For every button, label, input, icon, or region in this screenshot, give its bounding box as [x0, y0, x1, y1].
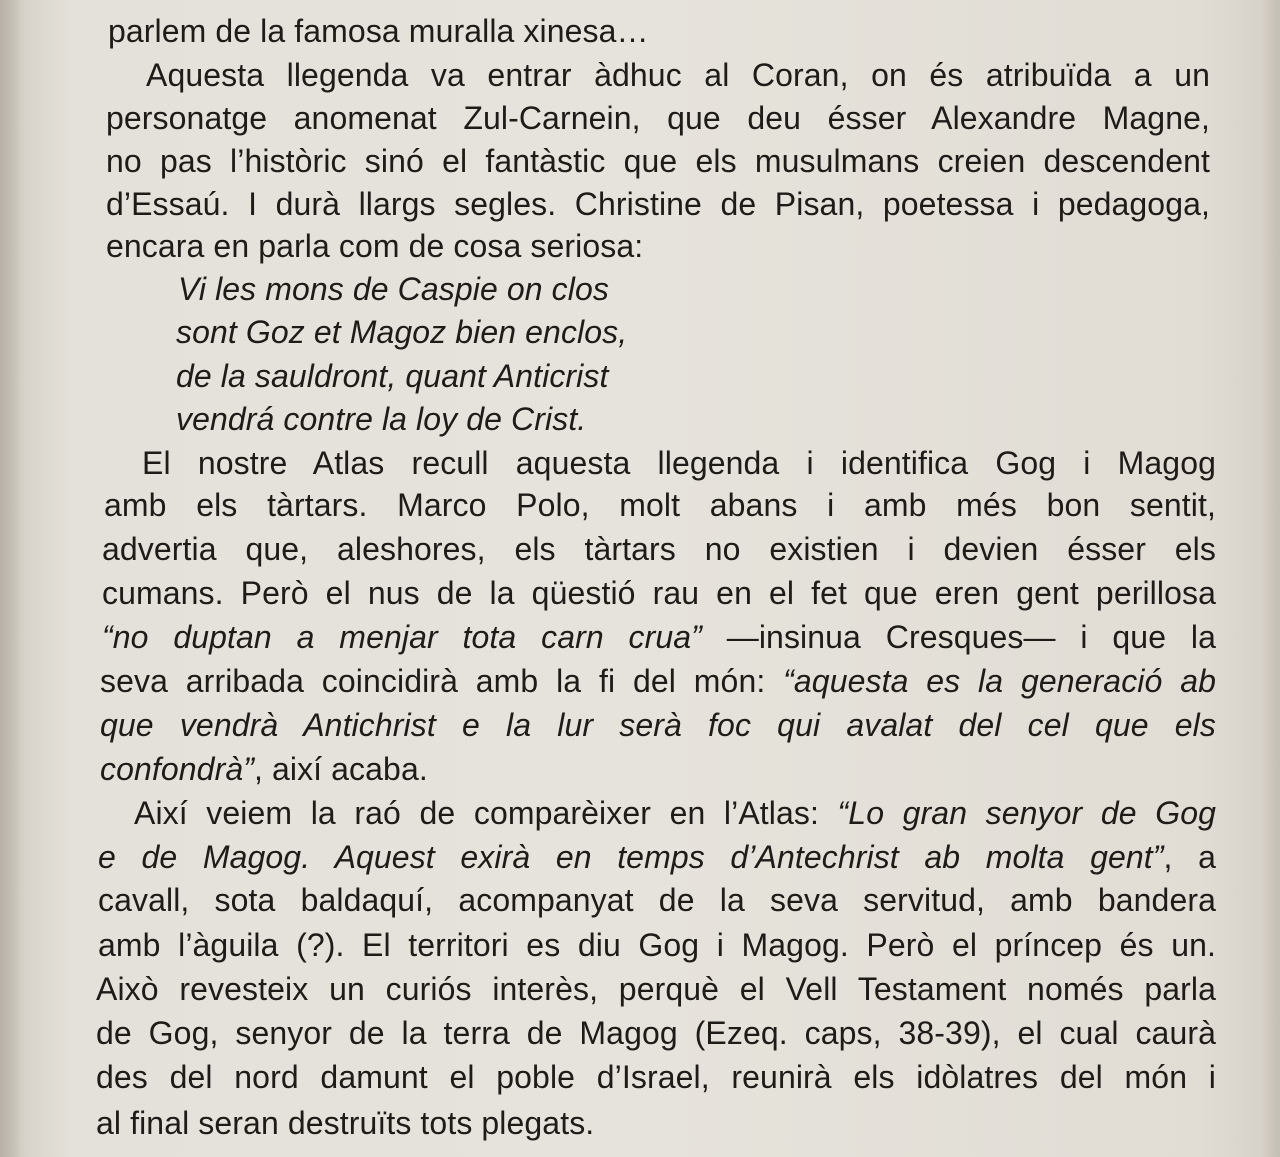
text-line-5: d’Essaú. I durà llargs segles. Christine de Pisan, poetessa i pedagoga, — [106, 186, 1210, 222]
text-line-8: amb els tàrtars. Marco Polo, molt abans i amb més bon sentit, — [104, 487, 1216, 523]
text-line-9: advertia que, aleshores, els tàrtars no existien i devien ésser els — [102, 531, 1216, 567]
text-line-6: encara en parla com de cosa seriosa: — [106, 228, 644, 264]
text-line-10: cumans. Però el nus de la qüestió rau en el fet que eren gent perillosa — [102, 575, 1216, 611]
text-line-12: seva arribada coincidirà amb la fi del món: “aquesta es la generació ab — [100, 663, 1216, 699]
text-line-1: parlem de la famosa muralla xinesa… — [108, 13, 649, 49]
text-line-22: al final seran destruïts tots plegats. — [96, 1105, 595, 1141]
text-line-15: Així veiem la raó de comparèixer en l’Atlas: “Lo gran senyor de Gog — [134, 795, 1217, 831]
text-line-4: no pas l’històric sinó el fantàstic que els musulmans creien descendent — [106, 143, 1210, 179]
text-line-13: que vendrà Antichrist e la lur serà foc qui avalat del cel que els — [100, 707, 1216, 743]
text-line-19: Això revesteix un curiós interès, perquè el Vell Testament només parla — [96, 971, 1216, 1007]
text-line-14: confondrà”, així acaba. — [100, 751, 428, 787]
text-line-20: de Gog, senyor de la terra de Magog (Ezeq. caps, 38-39), el cual caurà — [96, 1015, 1216, 1051]
text-line-2: Aquesta llegenda va entrar àdhuc al Coran, on és atribuïda a un — [146, 57, 1210, 93]
verse-line-2: sont Goz et Magoz bien enclos, — [176, 314, 628, 350]
text-line-11: “no duptan a menjar tota carn crua” —insinua Cresques— i que la — [102, 619, 1216, 655]
text-line-21: des del nord damunt el poble d’Israel, reunirà els idòlatres del món i — [96, 1059, 1216, 1095]
text-line-3: personatge anomenat Zul-Carnein, que deu ésser Alexandre Magne, — [106, 100, 1210, 136]
text-line-16: e de Magog. Aquest exirà en temps d’Antechrist ab molta gent”, a — [98, 839, 1216, 875]
verse-line-3: de la sauldront, quant Anticrist — [176, 358, 609, 394]
text-line-17: cavall, sota baldaquí, acompanyat de la seva servitud, amb bandera — [98, 882, 1216, 918]
text-line-18: amb l’àguila (?). El territori es diu Gog i Magog. Però el príncep és un. — [98, 927, 1216, 963]
verse-line-1: Vi les mons de Caspie on clos — [178, 271, 609, 307]
text-line-7: El nostre Atlas recull aquesta llegenda i identifica Gog i Magog — [142, 445, 1216, 481]
verse-line-4: vendrá contre la loy de Crist. — [176, 401, 587, 437]
